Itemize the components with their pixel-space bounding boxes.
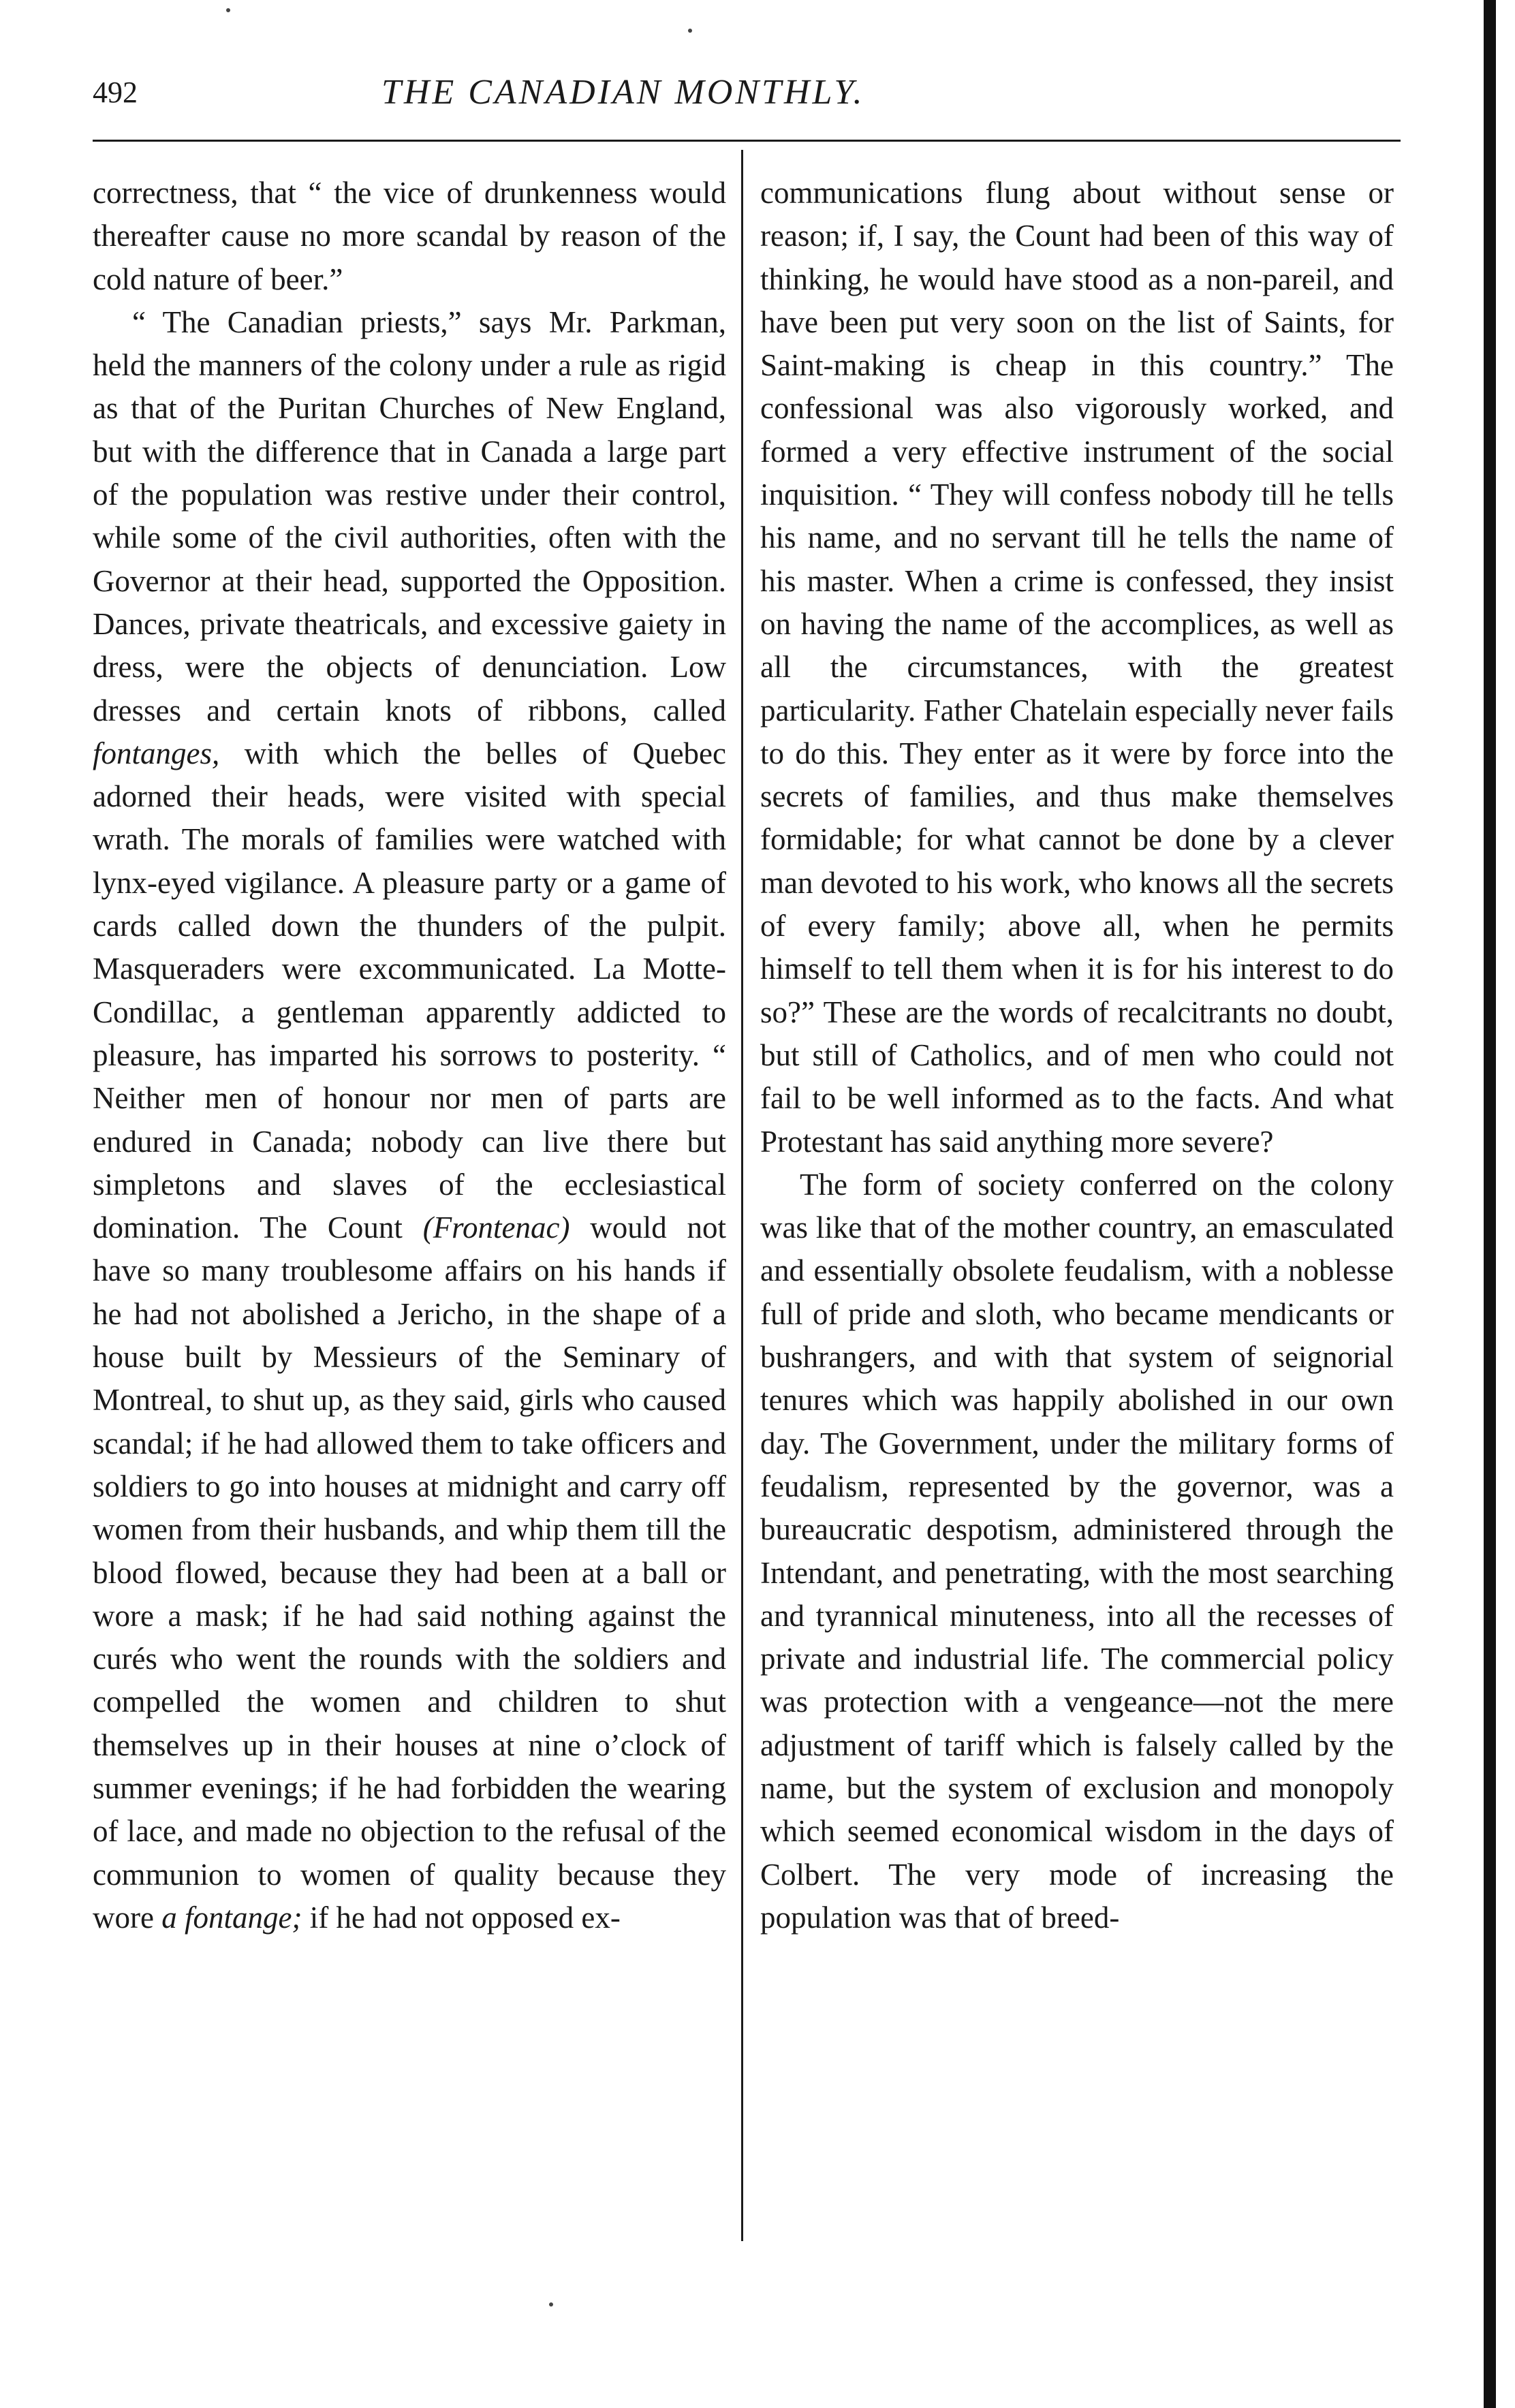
scan-speck [226,8,230,12]
right-column [760,172,1394,1939]
running-title: THE CANADIAN MONTHLY. [381,73,865,112]
column-rule [741,150,743,2241]
text-run: would not have so many troublesome affairs on his hands if he had not abolished a Jericho, in the shape of a house built by Messieurs of the Seminary of Montreal, to shut up, as they said, girls who caused scandal; if he had allowed them to take officers and soldiers to go into houses at midnight and carry off women from their husbands, and whip them till the blood flowed, because they had been at a ball or wore a mask; if he had said nothing against the curés who went the rounds with the soldiers and compelled the women and children to shut themselves up in their houses at nine o’clock of summer evenings; if he had forbidden the wearing of lace, and made no objection to the refusal of the communion to women of quality because they wore [93,1210,726,1935]
text-run: with which the belles of Quebec adorned their heads, were visited with special wrath. The morals of families were watched with lynx-eyed vigilance. A pleasure party or a game of cards called down the thunders of the pulpit. Masqueraders were excommunicated. La Motte-Condillac, a gentleman apparently addicted to pleasure, has imparted his sorrows to posterity. “ Neither men of honour nor men of parts are endured in Canada; nobody can live there but simpletons and slaves of the ecclesiastical domination. The Count [93,736,726,1245]
scan-speck [688,29,692,33]
text-run: “ The Canadian priests,” says Mr. Parkman, held the manners of the colony under a rule as rigid as that of the Puritan Churches of New England, but with the difference that in Canada a large part of the population was restive under their control, while some of the civil authorities, often with the Governor at their head, supported the Opposition. Dances, private theatricals, and excessive gaiety in dress, were the objects of denunciation. Low dresses and certain knots of ribbons, called [93,304,726,728]
paragraph: The form of society conferred on the colony was like that of the mother country, an emasculated and essentially obsolete feudalism, with a noblesse full of pride and sloth, who became mendicants or bushrangers, and with that system of seignorial tenures which was happily abolished in our own day. The Government, under the military forms of feudalism, represented by the governor, was a bureaucratic despotism, administered through the Intendant, and penetrating, with the most searching and tyrannical minuteness, into all the recesses of private and industrial life. The commercial policy was protection with a vengeance—not the mere adjustment of tariff which is falsely called by the name, but the system of exclusion and monopoly which seemed economical wisdom in the days of Colbert. The very mode of increasing the population was that of breed- [760,1167,1394,1935]
paragraph: correctness, that “ the vice of drunkenness would thereafter cause no more scandal by reason of the cold nature of beer.” [93,176,726,296]
italic-term: fontanges, [93,736,220,770]
text-run: if he had not opposed ex- [302,1900,621,1935]
header-rule [93,140,1401,142]
italic-term: (Frontenac) [422,1210,570,1245]
left-column [93,172,726,1939]
paragraph: communications flung about without sense or reason; if, I say, the Count had been of this way of thinking, he would have stood as a non-pareil, and have been put very soon on the list of Saints, for Saint-making is cheap in this country.” The confessional was also vigorously worked, and formed a very effective instrument of the social inquisition. “ They will confess nobody till he tells his name, and no servant till he tells the name of his master. When a crime is confessed, they insist on having the name of the accomplices, as well as all the circumstances, with the greatest particularity. Father Chatelain especially never fails to do this. They enter as it were by force into the secrets of families, and thus make themselves formidable; for what cannot be done by a clever man devoted to his work, who knows all the secrets of every family; above all, when he permits himself to tell them when it is for his interest to do so?” These are the words of recalcitrants no doubt, but still of Catholics, and of men who could not fail to be well informed as to the facts. And what Protestant has said anything more severe? [760,176,1394,1159]
italic-term: a fontange; [161,1900,302,1935]
page-number: 492 [93,76,138,109]
page-edge-shadow [1484,0,1496,2408]
scan-speck [549,2302,553,2307]
paragraph [93,301,726,1939]
